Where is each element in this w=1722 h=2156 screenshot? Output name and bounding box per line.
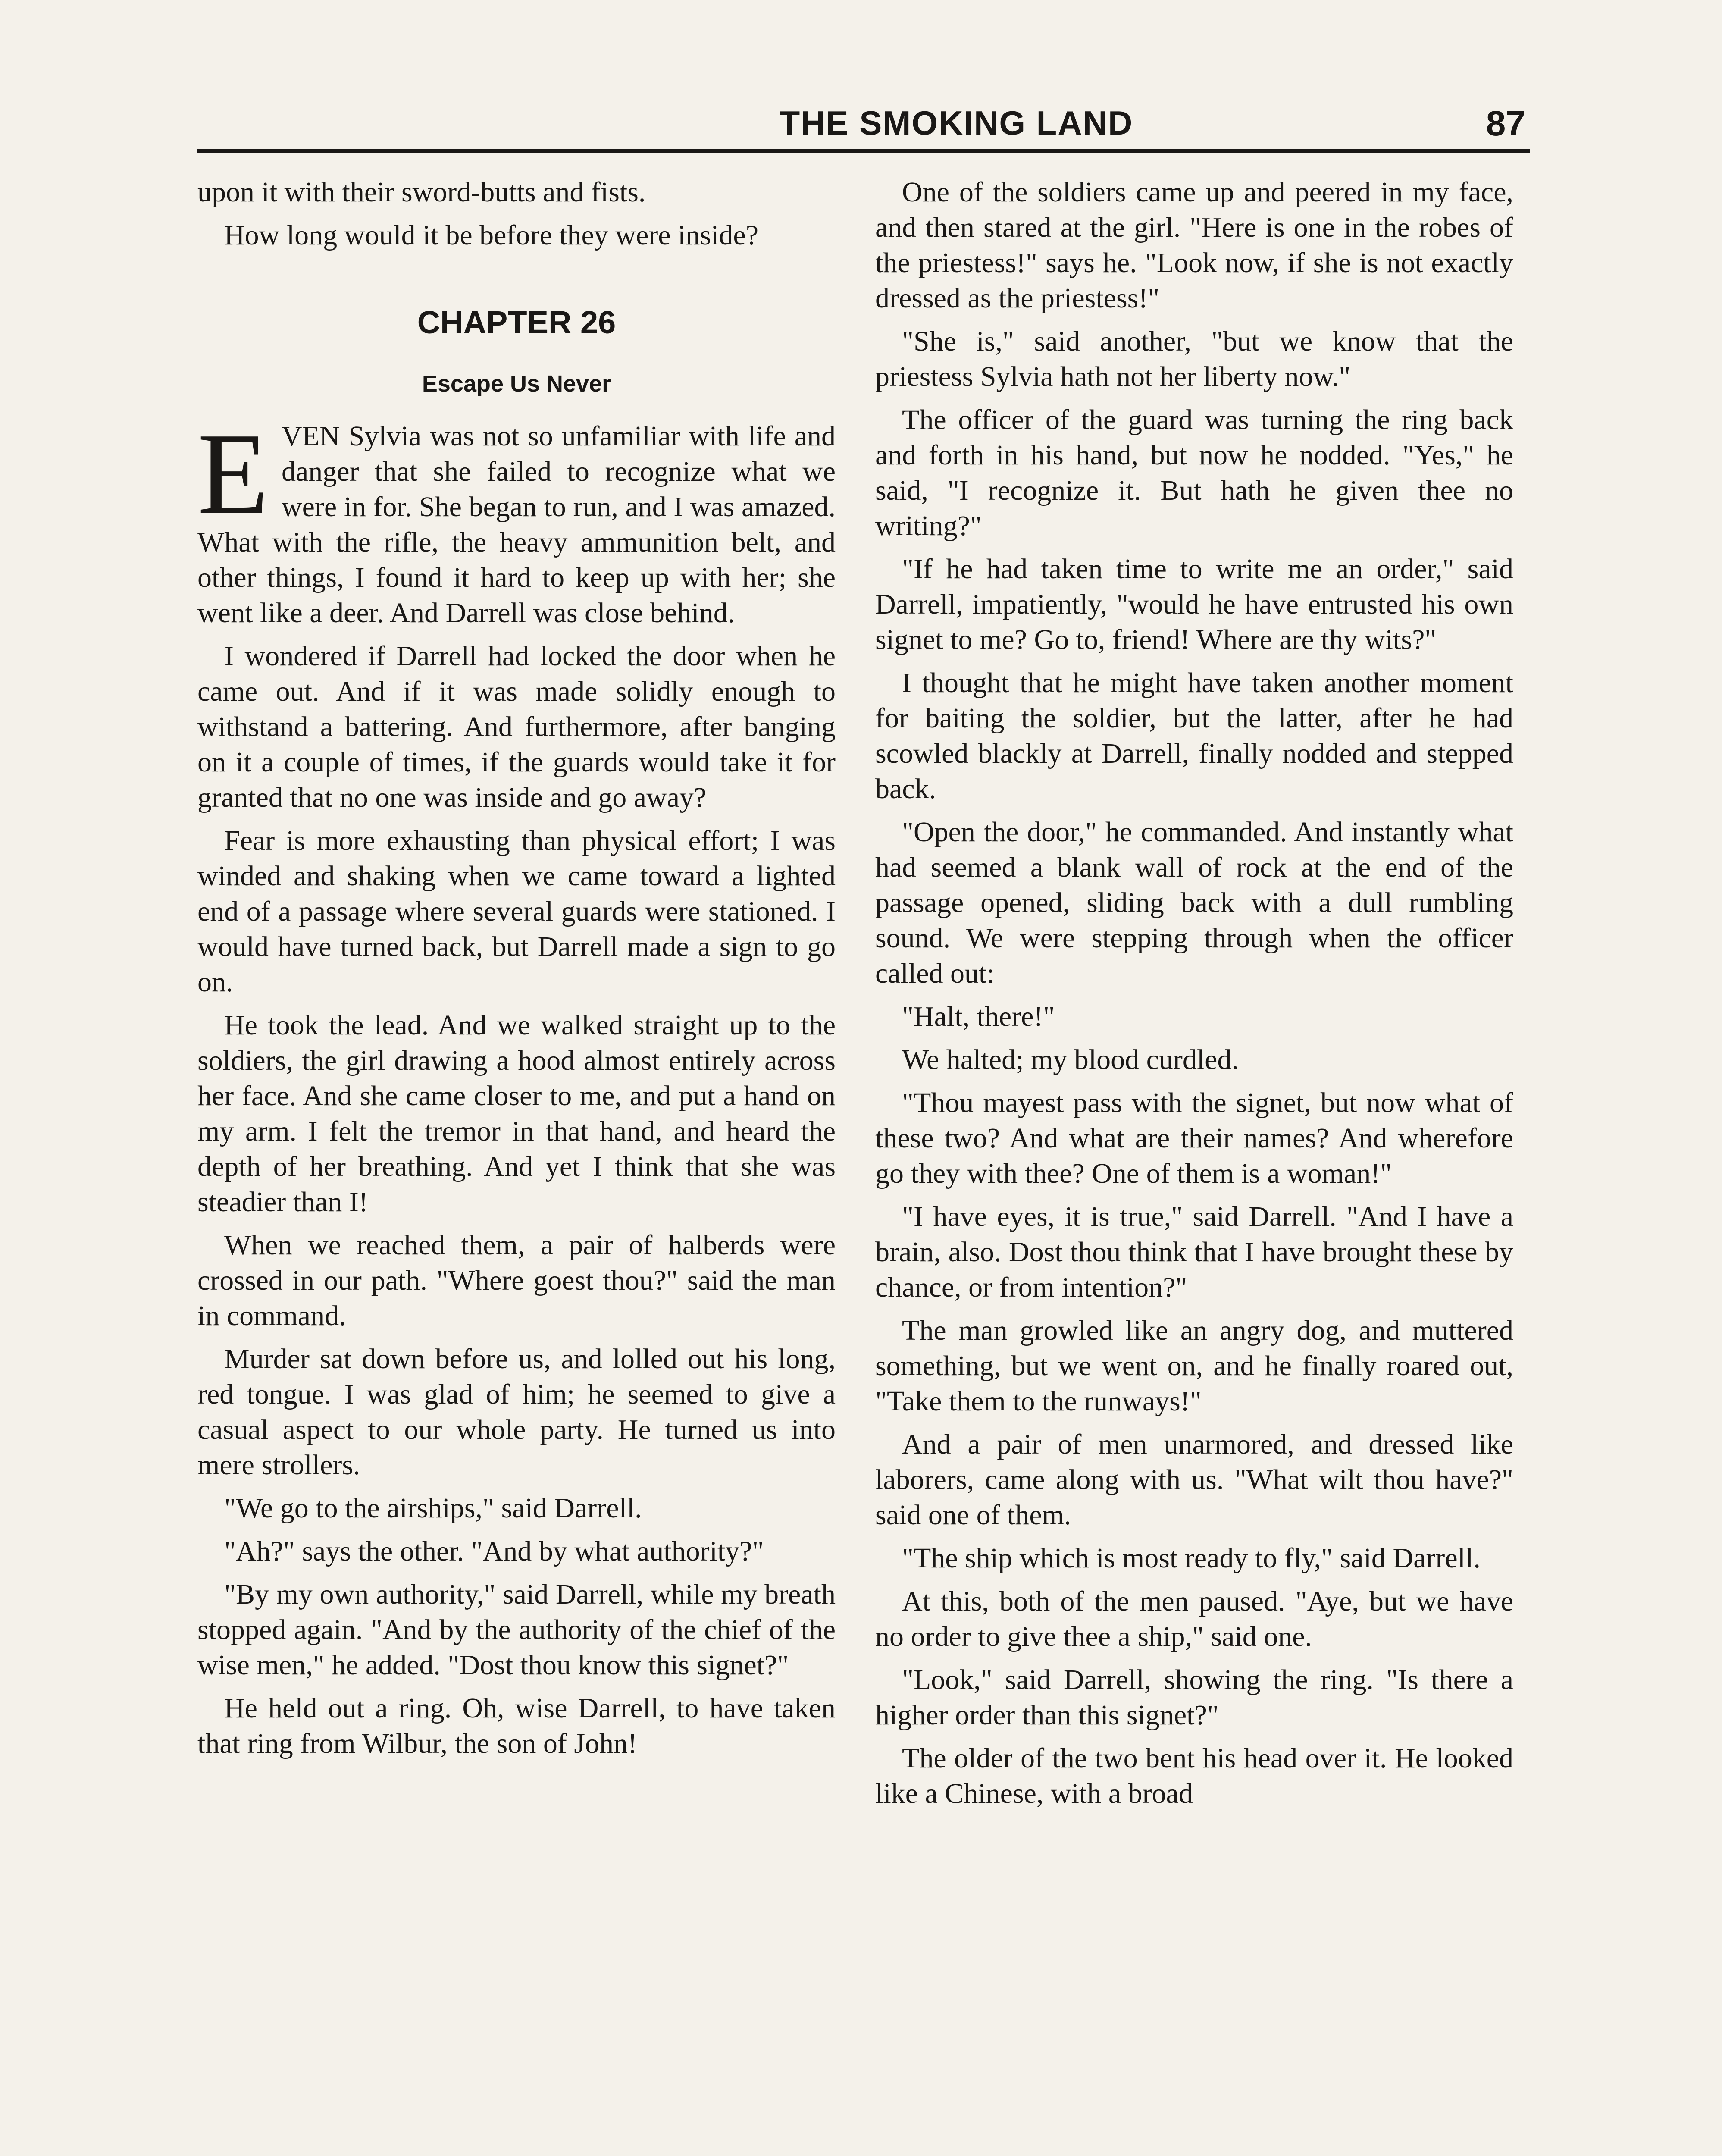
chapter-heading: CHAPTER 26 xyxy=(417,304,616,340)
paragraph: "She is," said another, "but we know that the priestess Sylvia hath not her liberty now." xyxy=(875,326,1513,392)
paragraph: "Look," said Darrell, showing the ring. "Is there a higher order than this signet?" xyxy=(875,1664,1513,1731)
paragraph: He took the lead. And we walked straight up to the soldiers, the girl drawing a hood almost entirely across her face. And she came closer to me, and put a hand on my arm. I felt the tremor in that hand, and heard the depth of her breathing. And yet I think that she was steadier than I! xyxy=(197,1009,836,1218)
paragraph: He held out a ring. Oh, wise Darrell, to have taken that ring from Wilbur, the son of John! xyxy=(197,1692,836,1759)
header-rule xyxy=(197,149,1530,153)
drop-cap: E xyxy=(197,409,269,538)
paragraph: "Thou mayest pass with the signet, but now what of these two? And what are their names? And wherefore go they with thee? One of them is a woman!" xyxy=(875,1087,1513,1189)
running-title: THE SMOKING LAND xyxy=(779,104,1133,142)
paragraph: "The ship which is most ready to fly," said Darrell. xyxy=(902,1542,1481,1574)
paragraph: The older of the two bent his head over it. He looked like a Chinese, with a broad xyxy=(875,1742,1513,1809)
paragraph: "Open the door," he commanded. And instantly what had seemed a blank wall of rock at the end of the passage opened, sliding back with a dull rumbling sound. We were stepping through when the officer called out: xyxy=(875,816,1513,989)
paragraph: And a pair of men unarmored, and dressed like laborers, came along with us. "What wilt thou have?" said one of them. xyxy=(875,1429,1513,1531)
paragraph: I thought that he might have taken another moment for baiting the soldier, but the latter, after he had scowled blackly at Darrell, finally nodded and stepped back. xyxy=(875,667,1513,805)
paragraph: upon it with their sword-butts and fists. xyxy=(197,176,646,208)
opening-paragraph xyxy=(197,409,836,631)
page-header xyxy=(197,103,1530,151)
paragraph: Murder sat down before us, and lolled out his long, red tongue. I was glad of him; he seemed to give a casual aspect to our whole party. He turned us into mere strollers. xyxy=(197,1343,836,1481)
paragraph: We halted; my blood curdled. xyxy=(902,1044,1239,1075)
paragraph: "Halt, there!" xyxy=(902,1001,1055,1032)
left-column xyxy=(197,175,836,1769)
paragraph: "If he had taken time to write me an order," said Darrell, impatiently, "would he have entrusted his own signet to me? Go to, friend! Where are thy wits?" xyxy=(875,553,1513,655)
paragraph: I wondered if Darrell had locked the door when he came out. And if it was made solidly enough to withstand a battering. And furthermore, after banging on it a couple of times, if the guards would take it for granted that no one was inside and go away? xyxy=(197,640,836,813)
page-number: 87 xyxy=(1486,104,1525,143)
right-column xyxy=(875,175,1513,1819)
paragraph: "Ah?" says the other. "And by what authority?" xyxy=(224,1536,764,1567)
chapter-subtitle: Escape Us Never xyxy=(422,371,611,397)
paragraph: "By my own authority," said Darrell, while my breath stopped again. "And by the authority of the chief of the wise men," he added. "Dost thou know this signet?" xyxy=(197,1579,836,1681)
opening-paragraph-text: VEN Sylvia was not so unfamiliar with life and danger that she failed to recognize what we were in for. She began to run, and I was amazed. What with the rifle, the heavy ammunition belt, and other things, I found it hard to keep up with her; she went like a deer. And Darrell was close behind. xyxy=(197,420,836,629)
paragraph: At this, both of the men paused. "Aye, but we have no order to give thee a ship," said one. xyxy=(875,1586,1513,1652)
paragraph: The officer of the guard was turning the ring back and forth in his hand, but now he nodded. "Yes," he said, "I recognize it. But hath he given thee no writing?" xyxy=(875,404,1513,542)
paragraph: "I have eyes, it is true," said Darrell. "And I have a brain, also. Dost thou think that I have brought these by chance, or from intention?" xyxy=(875,1201,1513,1303)
paragraph: "We go to the airships," said Darrell. xyxy=(224,1492,642,1524)
paragraph: When we reached them, a pair of halberds were crossed in our path. "Where goest thou?" said the man in command. xyxy=(197,1229,836,1332)
paragraph: How long would it be before they were inside? xyxy=(224,219,758,251)
paragraph: The man growled like an angry dog, and muttered something, but we went on, and he finally roared out, "Take them to the runways!" xyxy=(875,1315,1513,1417)
paragraph: One of the soldiers came up and peered in my face, and then stared at the girl. "Here is one in the robes of the priestess!" says he. "Look now, if she is not exactly dressed as the priestess!" xyxy=(875,176,1513,314)
paragraph: Fear is more exhausting than physical effort; I was winded and shaking when we came toward a lighted end of a passage where several guards were stationed. I would have turned back, but Darrell made a sign to go on. xyxy=(197,825,836,998)
